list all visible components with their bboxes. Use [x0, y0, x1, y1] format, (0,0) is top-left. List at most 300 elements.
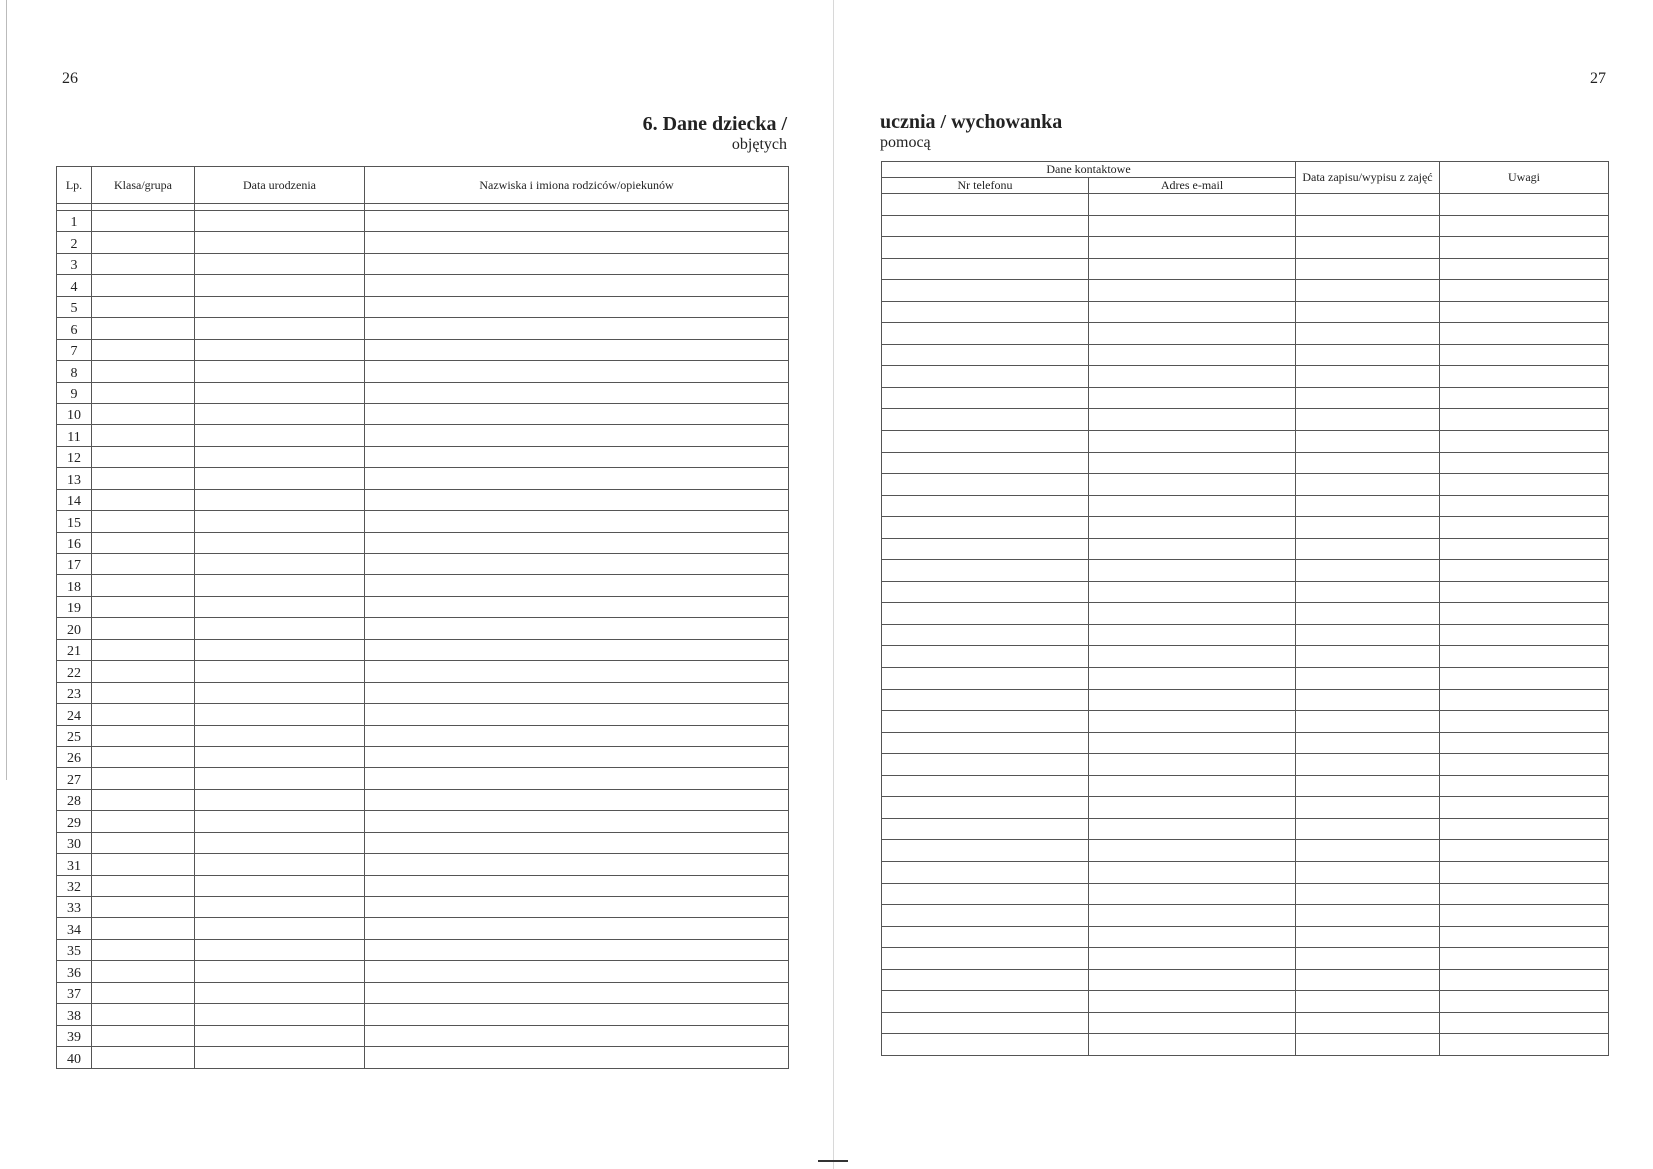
enrollment-date-cell[interactable] [1296, 775, 1440, 797]
parents-cell[interactable] [365, 789, 789, 810]
phone-cell[interactable] [882, 452, 1089, 474]
notes-cell[interactable] [1440, 905, 1609, 927]
phone-cell[interactable] [882, 624, 1089, 646]
table-row [882, 991, 1609, 1013]
notes-cell[interactable] [1440, 237, 1609, 259]
enrollment-date-cell[interactable] [1296, 452, 1440, 474]
notes-cell[interactable] [1440, 280, 1609, 302]
class-cell[interactable] [92, 704, 195, 725]
table-row [57, 532, 789, 553]
birth-date-cell[interactable] [195, 661, 365, 682]
row-number: 26 [57, 746, 92, 767]
table-row [57, 618, 789, 639]
notes-cell[interactable] [1440, 754, 1609, 776]
notes-cell[interactable] [1440, 581, 1609, 603]
enrollment-date-cell[interactable] [1296, 624, 1440, 646]
parents-cell[interactable] [365, 446, 789, 467]
email-cell[interactable] [1089, 237, 1296, 259]
email-cell[interactable] [1089, 797, 1296, 819]
class-cell[interactable] [92, 468, 195, 489]
table-row [882, 194, 1609, 216]
phone-cell[interactable] [882, 668, 1089, 690]
parents-cell[interactable] [365, 918, 789, 939]
email-cell[interactable] [1089, 581, 1296, 603]
notes-cell[interactable] [1440, 301, 1609, 323]
table-row [57, 1004, 789, 1025]
parents-cell[interactable] [365, 939, 789, 960]
class-cell[interactable] [92, 339, 195, 360]
email-cell[interactable] [1089, 818, 1296, 840]
notes-cell[interactable] [1440, 474, 1609, 496]
email-cell[interactable] [1089, 323, 1296, 345]
enrollment-date-cell[interactable] [1296, 818, 1440, 840]
enrollment-date-cell[interactable] [1296, 366, 1440, 388]
notes-cell[interactable] [1440, 194, 1609, 216]
enrollment-date-cell[interactable] [1296, 194, 1440, 216]
class-cell[interactable] [92, 403, 195, 424]
birth-date-cell[interactable] [195, 961, 365, 982]
class-cell[interactable] [92, 789, 195, 810]
class-cell[interactable] [92, 961, 195, 982]
email-cell[interactable] [1089, 194, 1296, 216]
class-cell[interactable] [92, 725, 195, 746]
email-cell[interactable] [1089, 732, 1296, 754]
notes-cell[interactable] [1440, 1012, 1609, 1034]
parents-cell[interactable] [365, 618, 789, 639]
class-cell[interactable] [92, 275, 195, 296]
class-cell[interactable] [92, 318, 195, 339]
enrollment-date-cell[interactable] [1296, 861, 1440, 883]
phone-cell[interactable] [882, 1012, 1089, 1034]
phone-cell[interactable] [882, 732, 1089, 754]
table-row [57, 1047, 789, 1068]
parents-cell[interactable] [365, 746, 789, 767]
birth-date-cell[interactable] [195, 832, 365, 853]
phone-cell[interactable] [882, 861, 1089, 883]
birth-date-cell[interactable] [195, 232, 365, 253]
parents-cell[interactable] [365, 725, 789, 746]
class-cell[interactable] [92, 618, 195, 639]
notes-cell[interactable] [1440, 969, 1609, 991]
phone-cell[interactable] [882, 840, 1089, 862]
notes-cell[interactable] [1440, 409, 1609, 431]
enrollment-date-cell[interactable] [1296, 711, 1440, 733]
email-cell[interactable] [1089, 474, 1296, 496]
phone-cell[interactable] [882, 775, 1089, 797]
email-cell[interactable] [1089, 991, 1296, 1013]
enrollment-date-cell[interactable] [1296, 495, 1440, 517]
phone-cell[interactable] [882, 258, 1089, 280]
class-cell[interactable] [92, 661, 195, 682]
phone-cell[interactable] [882, 754, 1089, 776]
parents-cell[interactable] [365, 704, 789, 725]
phone-cell[interactable] [882, 280, 1089, 302]
phone-cell[interactable] [882, 301, 1089, 323]
enrollment-date-cell[interactable] [1296, 258, 1440, 280]
parents-cell[interactable] [365, 596, 789, 617]
phone-cell[interactable] [882, 991, 1089, 1013]
birth-date-cell[interactable] [195, 296, 365, 317]
parents-cell[interactable] [365, 768, 789, 789]
birth-date-cell[interactable] [195, 875, 365, 896]
class-cell[interactable] [92, 554, 195, 575]
birth-date-cell[interactable] [195, 939, 365, 960]
class-cell[interactable] [92, 211, 195, 232]
phone-cell[interactable] [882, 431, 1089, 453]
class-cell[interactable] [92, 253, 195, 274]
table-row [882, 775, 1609, 797]
birth-date-cell[interactable] [195, 425, 365, 446]
email-cell[interactable] [1089, 560, 1296, 582]
birth-date-cell[interactable] [195, 211, 365, 232]
parents-cell[interactable] [365, 425, 789, 446]
table-row [57, 511, 789, 532]
parents-cell[interactable] [365, 982, 789, 1003]
phone-cell[interactable] [882, 883, 1089, 905]
birth-date-cell[interactable] [195, 511, 365, 532]
email-cell[interactable] [1089, 387, 1296, 409]
parents-cell[interactable] [365, 403, 789, 424]
class-cell[interactable] [92, 596, 195, 617]
birth-date-cell[interactable] [195, 1047, 365, 1068]
parents-cell[interactable] [365, 897, 789, 918]
notes-cell[interactable] [1440, 431, 1609, 453]
birth-date-cell[interactable] [195, 639, 365, 660]
class-cell[interactable] [92, 361, 195, 382]
enrollment-date-cell[interactable] [1296, 409, 1440, 431]
phone-cell[interactable] [882, 194, 1089, 216]
phone-cell[interactable] [882, 711, 1089, 733]
class-cell[interactable] [92, 768, 195, 789]
class-cell[interactable] [92, 425, 195, 446]
class-cell[interactable] [92, 532, 195, 553]
phone-cell[interactable] [882, 495, 1089, 517]
phone-cell[interactable] [882, 926, 1089, 948]
parents-cell[interactable] [365, 253, 789, 274]
birth-date-cell[interactable] [195, 982, 365, 1003]
class-cell[interactable] [92, 682, 195, 703]
email-cell[interactable] [1089, 517, 1296, 539]
class-cell[interactable] [92, 1047, 195, 1068]
phone-cell[interactable] [882, 237, 1089, 259]
email-cell[interactable] [1089, 754, 1296, 776]
birth-date-cell[interactable] [195, 339, 365, 360]
email-cell[interactable] [1089, 689, 1296, 711]
class-cell[interactable] [92, 1004, 195, 1025]
parents-cell[interactable] [365, 1004, 789, 1025]
row-number: 39 [57, 1025, 92, 1046]
birth-date-cell[interactable] [195, 361, 365, 382]
phone-cell[interactable] [882, 323, 1089, 345]
birth-date-cell[interactable] [195, 382, 365, 403]
enrollment-date-cell[interactable] [1296, 215, 1440, 237]
enrollment-date-cell[interactable] [1296, 301, 1440, 323]
notes-cell[interactable] [1440, 215, 1609, 237]
notes-cell[interactable] [1440, 861, 1609, 883]
enrollment-date-cell[interactable] [1296, 581, 1440, 603]
email-cell[interactable] [1089, 215, 1296, 237]
parents-cell[interactable] [365, 232, 789, 253]
notes-cell[interactable] [1440, 366, 1609, 388]
parents-cell[interactable] [365, 682, 789, 703]
class-cell[interactable] [92, 446, 195, 467]
notes-cell[interactable] [1440, 818, 1609, 840]
phone-cell[interactable] [882, 948, 1089, 970]
enrollment-date-cell[interactable] [1296, 280, 1440, 302]
birth-date-cell[interactable] [195, 596, 365, 617]
notes-cell[interactable] [1440, 452, 1609, 474]
enrollment-date-cell[interactable] [1296, 905, 1440, 927]
phone-cell[interactable] [882, 387, 1089, 409]
class-cell[interactable] [92, 232, 195, 253]
notes-cell[interactable] [1440, 323, 1609, 345]
notes-cell[interactable] [1440, 387, 1609, 409]
enrollment-date-cell[interactable] [1296, 603, 1440, 625]
notes-cell[interactable] [1440, 538, 1609, 560]
class-cell[interactable] [92, 811, 195, 832]
parents-cell[interactable] [365, 339, 789, 360]
table-row [882, 603, 1609, 625]
phone-cell[interactable] [882, 905, 1089, 927]
phone-cell[interactable] [882, 581, 1089, 603]
parents-cell[interactable] [365, 275, 789, 296]
email-cell[interactable] [1089, 366, 1296, 388]
parents-cell[interactable] [365, 1047, 789, 1068]
page-number-left: 26 [62, 70, 78, 87]
email-cell[interactable] [1089, 495, 1296, 517]
email-cell[interactable] [1089, 258, 1296, 280]
parents-cell[interactable] [365, 382, 789, 403]
phone-cell[interactable] [882, 603, 1089, 625]
enrollment-date-cell[interactable] [1296, 797, 1440, 819]
enrollment-date-cell[interactable] [1296, 431, 1440, 453]
class-cell[interactable] [92, 832, 195, 853]
birth-date-cell[interactable] [195, 575, 365, 596]
row-number: 10 [57, 403, 92, 424]
enrollment-date-cell[interactable] [1296, 926, 1440, 948]
parents-cell[interactable] [365, 211, 789, 232]
email-cell[interactable] [1089, 948, 1296, 970]
birth-date-cell[interactable] [195, 468, 365, 489]
birth-date-cell[interactable] [195, 554, 365, 575]
phone-cell[interactable] [882, 344, 1089, 366]
birth-date-cell[interactable] [195, 854, 365, 875]
email-cell[interactable] [1089, 431, 1296, 453]
parents-cell[interactable] [365, 296, 789, 317]
enrollment-date-cell[interactable] [1296, 1012, 1440, 1034]
enrollment-date-cell[interactable] [1296, 517, 1440, 539]
row-number: 25 [57, 725, 92, 746]
enrollment-date-cell[interactable] [1296, 560, 1440, 582]
notes-cell[interactable] [1440, 840, 1609, 862]
notes-cell[interactable] [1440, 1034, 1609, 1056]
notes-cell[interactable] [1440, 991, 1609, 1013]
table-row [882, 926, 1609, 948]
class-cell[interactable] [92, 939, 195, 960]
phone-cell[interactable] [882, 646, 1089, 668]
email-cell[interactable] [1089, 668, 1296, 690]
enrollment-date-cell[interactable] [1296, 754, 1440, 776]
phone-cell[interactable] [882, 517, 1089, 539]
email-cell[interactable] [1089, 301, 1296, 323]
parents-cell[interactable] [365, 1025, 789, 1046]
enrollment-date-cell[interactable] [1296, 948, 1440, 970]
notes-cell[interactable] [1440, 732, 1609, 754]
birth-date-cell[interactable] [195, 403, 365, 424]
birth-date-cell[interactable] [195, 918, 365, 939]
parents-cell[interactable] [365, 832, 789, 853]
table-row [882, 754, 1609, 776]
enrollment-date-cell[interactable] [1296, 689, 1440, 711]
notes-cell[interactable] [1440, 775, 1609, 797]
email-cell[interactable] [1089, 646, 1296, 668]
table-row [882, 969, 1609, 991]
notes-cell[interactable] [1440, 883, 1609, 905]
birth-date-cell[interactable] [195, 1004, 365, 1025]
birth-date-cell[interactable] [195, 682, 365, 703]
phone-cell[interactable] [882, 474, 1089, 496]
email-cell[interactable] [1089, 280, 1296, 302]
parents-cell[interactable] [365, 875, 789, 896]
enrollment-date-cell[interactable] [1296, 1034, 1440, 1056]
email-cell[interactable] [1089, 624, 1296, 646]
parents-cell[interactable] [365, 854, 789, 875]
phone-cell[interactable] [882, 797, 1089, 819]
class-cell[interactable] [92, 639, 195, 660]
parents-cell[interactable] [365, 961, 789, 982]
notes-cell[interactable] [1440, 560, 1609, 582]
table-row [882, 883, 1609, 905]
email-cell[interactable] [1089, 409, 1296, 431]
email-cell[interactable] [1089, 905, 1296, 927]
email-cell[interactable] [1089, 840, 1296, 862]
phone-cell[interactable] [882, 689, 1089, 711]
birth-date-cell[interactable] [195, 253, 365, 274]
email-cell[interactable] [1089, 969, 1296, 991]
enrollment-date-cell[interactable] [1296, 538, 1440, 560]
enrollment-date-cell[interactable] [1296, 969, 1440, 991]
enrollment-date-cell[interactable] [1296, 668, 1440, 690]
notes-cell[interactable] [1440, 603, 1609, 625]
birth-date-cell[interactable] [195, 275, 365, 296]
phone-cell[interactable] [882, 560, 1089, 582]
email-cell[interactable] [1089, 926, 1296, 948]
email-cell[interactable] [1089, 538, 1296, 560]
phone-cell[interactable] [882, 969, 1089, 991]
phone-cell[interactable] [882, 366, 1089, 388]
class-cell[interactable] [92, 918, 195, 939]
parents-cell[interactable] [365, 511, 789, 532]
enrollment-date-cell[interactable] [1296, 883, 1440, 905]
enrollment-date-cell[interactable] [1296, 387, 1440, 409]
email-cell[interactable] [1089, 452, 1296, 474]
notes-cell[interactable] [1440, 689, 1609, 711]
birth-date-cell[interactable] [195, 897, 365, 918]
class-cell[interactable] [92, 897, 195, 918]
birth-date-cell[interactable] [195, 532, 365, 553]
class-cell[interactable] [92, 875, 195, 896]
notes-cell[interactable] [1440, 797, 1609, 819]
email-cell[interactable] [1089, 603, 1296, 625]
birth-date-cell[interactable] [195, 746, 365, 767]
notes-cell[interactable] [1440, 646, 1609, 668]
notes-cell[interactable] [1440, 668, 1609, 690]
class-cell[interactable] [92, 511, 195, 532]
class-cell[interactable] [92, 982, 195, 1003]
birth-date-cell[interactable] [195, 446, 365, 467]
class-cell[interactable] [92, 1025, 195, 1046]
phone-cell[interactable] [882, 215, 1089, 237]
birth-date-cell[interactable] [195, 725, 365, 746]
email-cell[interactable] [1089, 1012, 1296, 1034]
parents-cell[interactable] [365, 661, 789, 682]
class-cell[interactable] [92, 746, 195, 767]
birth-date-cell[interactable] [195, 811, 365, 832]
birth-date-cell[interactable] [195, 1025, 365, 1046]
parents-cell[interactable] [365, 811, 789, 832]
notes-cell[interactable] [1440, 624, 1609, 646]
phone-cell[interactable] [882, 409, 1089, 431]
parents-cell[interactable] [365, 575, 789, 596]
birth-date-cell[interactable] [195, 489, 365, 510]
birth-date-cell[interactable] [195, 618, 365, 639]
email-cell[interactable] [1089, 711, 1296, 733]
enrollment-date-cell[interactable] [1296, 323, 1440, 345]
phone-cell[interactable] [882, 538, 1089, 560]
notes-cell[interactable] [1440, 258, 1609, 280]
phone-cell[interactable] [882, 1034, 1089, 1056]
enrollment-date-cell[interactable] [1296, 474, 1440, 496]
phone-cell[interactable] [882, 818, 1089, 840]
birth-date-cell[interactable] [195, 704, 365, 725]
parents-cell[interactable] [365, 361, 789, 382]
class-cell[interactable] [92, 296, 195, 317]
parents-cell[interactable] [365, 639, 789, 660]
notes-cell[interactable] [1440, 517, 1609, 539]
notes-cell[interactable] [1440, 495, 1609, 517]
enrollment-date-cell[interactable] [1296, 237, 1440, 259]
class-cell[interactable] [92, 489, 195, 510]
notes-cell[interactable] [1440, 926, 1609, 948]
children-data-table [56, 166, 789, 1069]
enrollment-date-cell[interactable] [1296, 991, 1440, 1013]
table-row [57, 918, 789, 939]
parents-cell[interactable] [365, 468, 789, 489]
enrollment-date-cell[interactable] [1296, 344, 1440, 366]
email-cell[interactable] [1089, 861, 1296, 883]
class-cell[interactable] [92, 382, 195, 403]
class-cell[interactable] [92, 854, 195, 875]
enrollment-date-cell[interactable] [1296, 732, 1440, 754]
notes-cell[interactable] [1440, 948, 1609, 970]
parents-cell[interactable] [365, 318, 789, 339]
parents-cell[interactable] [365, 532, 789, 553]
enrollment-date-cell[interactable] [1296, 840, 1440, 862]
birth-date-cell[interactable] [195, 768, 365, 789]
email-cell[interactable] [1089, 883, 1296, 905]
birth-date-cell[interactable] [195, 789, 365, 810]
notes-cell[interactable] [1440, 711, 1609, 733]
email-cell[interactable] [1089, 775, 1296, 797]
class-cell[interactable] [92, 575, 195, 596]
parents-cell[interactable] [365, 489, 789, 510]
email-cell[interactable] [1089, 1034, 1296, 1056]
enrollment-date-cell[interactable] [1296, 646, 1440, 668]
email-cell[interactable] [1089, 344, 1296, 366]
parents-cell[interactable] [365, 554, 789, 575]
notes-cell[interactable] [1440, 344, 1609, 366]
birth-date-cell[interactable] [195, 318, 365, 339]
